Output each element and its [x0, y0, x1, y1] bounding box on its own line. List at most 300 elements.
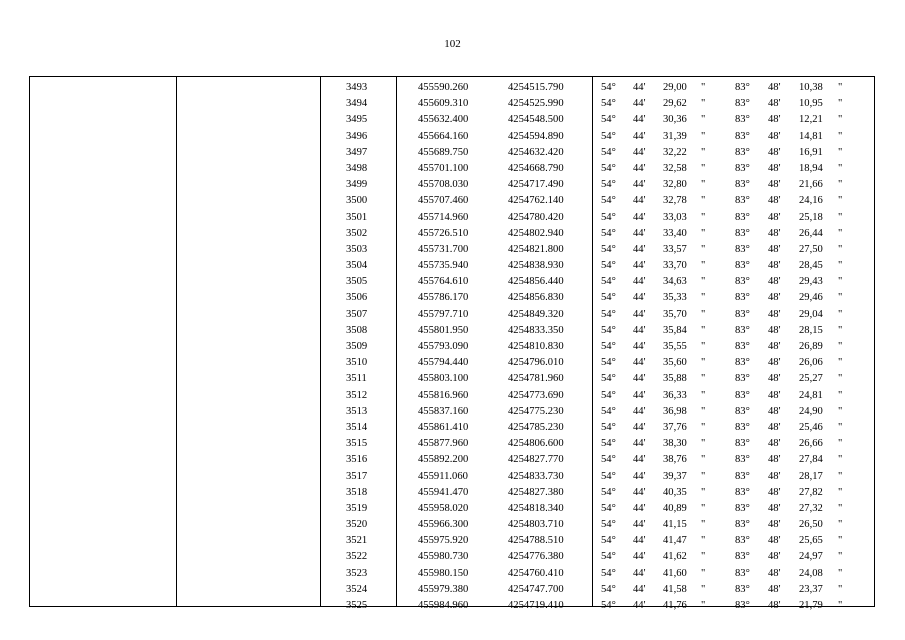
point-number: 3503 — [346, 243, 368, 255]
latitude-seconds-mark: " — [701, 486, 706, 498]
x-coordinate: 455664.160 — [418, 130, 469, 142]
latitude-minutes: 44' — [633, 146, 646, 158]
longitude-seconds: 26,44 — [799, 227, 823, 239]
longitude-seconds-mark: " — [838, 260, 843, 272]
point-number: 3502 — [346, 227, 368, 239]
x-coordinate: 455764.610 — [418, 276, 469, 288]
latitude-minutes: 44' — [633, 486, 646, 498]
longitude-seconds-mark: " — [838, 243, 843, 255]
y-coordinate: 4254806.600 — [508, 438, 564, 450]
latitude-minutes: 44' — [633, 98, 646, 110]
latitude-minutes: 44' — [633, 341, 646, 352]
x-coordinate: 455911.060 — [418, 470, 468, 482]
latitude-seconds: 30,36 — [663, 114, 687, 126]
latitude-degrees: 54° — [601, 324, 616, 336]
latitude-seconds: 33,70 — [663, 260, 687, 272]
latitude-seconds-mark: " — [701, 567, 706, 579]
latitude-degrees: 54° — [601, 438, 616, 450]
x-coordinate: 455794.440 — [418, 357, 469, 369]
longitude-minutes: 48' — [768, 260, 781, 272]
x-coordinate: 455984.960 — [418, 600, 469, 611]
longitude-seconds: 27,82 — [799, 486, 823, 498]
longitude-seconds-mark: " — [838, 502, 843, 514]
latitude-seconds-mark: " — [701, 470, 706, 482]
y-coordinate: 4254856.440 — [508, 276, 564, 288]
table-row — [30, 307, 874, 323]
latitude-degrees: 54° — [601, 583, 616, 595]
y-coordinate: 4254818.340 — [508, 502, 564, 514]
y-coordinate: 4254781.960 — [508, 373, 564, 385]
x-coordinate: 455701.100 — [418, 162, 469, 174]
longitude-seconds: 25,65 — [799, 535, 823, 547]
longitude-seconds-mark: " — [838, 227, 843, 239]
table-row — [30, 258, 874, 274]
point-number: 3509 — [346, 341, 368, 352]
latitude-seconds: 32,22 — [663, 146, 687, 158]
longitude-seconds-mark: " — [838, 454, 843, 466]
longitude-degrees: 83° — [735, 405, 750, 417]
latitude-degrees: 54° — [601, 243, 616, 255]
latitude-minutes: 44' — [633, 260, 646, 272]
longitude-seconds-mark: " — [838, 324, 843, 336]
latitude-seconds: 36,98 — [663, 405, 687, 417]
latitude-degrees: 54° — [601, 421, 616, 433]
longitude-seconds: 25,46 — [799, 421, 823, 433]
table-row — [30, 210, 874, 226]
latitude-degrees: 54° — [601, 179, 616, 191]
x-coordinate: 455714.960 — [418, 211, 469, 223]
x-coordinate: 455816.960 — [418, 389, 469, 401]
point-number: 3498 — [346, 162, 368, 174]
x-coordinate: 455877.960 — [418, 438, 469, 450]
latitude-minutes: 44' — [633, 114, 646, 126]
longitude-minutes: 48' — [768, 341, 781, 352]
y-coordinate: 4254780.420 — [508, 211, 564, 223]
x-coordinate: 455632.400 — [418, 114, 469, 126]
longitude-seconds: 28,45 — [799, 260, 823, 272]
y-coordinate: 4254849.320 — [508, 308, 564, 320]
longitude-seconds-mark: " — [838, 600, 843, 611]
x-coordinate: 455958.020 — [418, 502, 469, 514]
longitude-seconds-mark: " — [838, 82, 843, 93]
x-coordinate: 455708.030 — [418, 179, 469, 191]
latitude-degrees: 54° — [601, 389, 616, 401]
longitude-degrees: 83° — [735, 130, 750, 142]
longitude-seconds: 24,08 — [799, 567, 823, 579]
latitude-seconds: 34,63 — [663, 276, 687, 288]
longitude-degrees: 83° — [735, 243, 750, 255]
longitude-seconds: 26,50 — [799, 519, 823, 531]
latitude-seconds: 32,58 — [663, 162, 687, 174]
x-coordinate: 455726.510 — [418, 227, 469, 239]
longitude-seconds: 10,95 — [799, 98, 823, 110]
longitude-minutes: 48' — [768, 292, 781, 304]
latitude-seconds: 35,33 — [663, 292, 687, 304]
longitude-degrees: 83° — [735, 195, 750, 207]
latitude-minutes: 44' — [633, 179, 646, 191]
table-row — [30, 145, 874, 161]
longitude-minutes: 48' — [768, 146, 781, 158]
latitude-seconds-mark: " — [701, 405, 706, 417]
point-number: 3517 — [346, 470, 368, 482]
longitude-seconds-mark: " — [838, 567, 843, 579]
latitude-seconds-mark: " — [701, 535, 706, 547]
point-number: 3513 — [346, 405, 368, 417]
longitude-seconds-mark: " — [838, 195, 843, 207]
latitude-degrees: 54° — [601, 162, 616, 174]
latitude-seconds-mark: " — [701, 243, 706, 255]
latitude-minutes: 44' — [633, 519, 646, 531]
longitude-seconds-mark: " — [838, 146, 843, 158]
longitude-degrees: 83° — [735, 519, 750, 531]
x-coordinate: 455590.260 — [418, 82, 469, 93]
longitude-minutes: 48' — [768, 583, 781, 595]
latitude-seconds-mark: " — [701, 146, 706, 158]
longitude-seconds-mark: " — [838, 535, 843, 547]
longitude-minutes: 48' — [768, 600, 781, 611]
table-row — [30, 112, 874, 128]
latitude-seconds-mark: " — [701, 114, 706, 126]
latitude-degrees: 54° — [601, 98, 616, 110]
x-coordinate: 455837.160 — [418, 405, 469, 417]
y-coordinate: 4254827.380 — [508, 486, 564, 498]
latitude-degrees: 54° — [601, 502, 616, 514]
longitude-seconds: 18,94 — [799, 162, 823, 174]
longitude-seconds-mark: " — [838, 114, 843, 126]
longitude-minutes: 48' — [768, 114, 781, 126]
longitude-seconds: 10,38 — [799, 82, 823, 93]
latitude-seconds: 32,80 — [663, 179, 687, 191]
y-coordinate: 4254802.940 — [508, 227, 564, 239]
longitude-degrees: 83° — [735, 227, 750, 239]
longitude-minutes: 48' — [768, 162, 781, 174]
latitude-seconds: 33,03 — [663, 211, 687, 223]
latitude-minutes: 44' — [633, 373, 646, 385]
table-row — [30, 582, 874, 598]
latitude-seconds: 29,62 — [663, 98, 687, 110]
longitude-seconds-mark: " — [838, 470, 843, 482]
x-coordinate: 455797.710 — [418, 308, 469, 320]
latitude-minutes: 44' — [633, 195, 646, 207]
latitude-seconds: 36,33 — [663, 389, 687, 401]
table-body — [30, 80, 874, 614]
longitude-seconds: 24,16 — [799, 195, 823, 207]
longitude-seconds: 29,43 — [799, 276, 823, 288]
longitude-minutes: 48' — [768, 438, 781, 450]
latitude-degrees: 54° — [601, 82, 616, 93]
longitude-seconds-mark: " — [838, 98, 843, 110]
x-coordinate: 455609.310 — [418, 98, 469, 110]
longitude-degrees: 83° — [735, 470, 750, 482]
latitude-degrees: 54° — [601, 195, 616, 207]
longitude-degrees: 83° — [735, 389, 750, 401]
point-number: 3506 — [346, 292, 368, 304]
y-coordinate: 4254525.990 — [508, 98, 564, 110]
longitude-minutes: 48' — [768, 454, 781, 466]
latitude-degrees: 54° — [601, 308, 616, 320]
longitude-minutes: 48' — [768, 98, 781, 110]
latitude-seconds-mark: " — [701, 260, 706, 272]
latitude-minutes: 44' — [633, 82, 646, 93]
latitude-minutes: 44' — [633, 535, 646, 547]
point-number: 3507 — [346, 308, 368, 320]
longitude-minutes: 48' — [768, 276, 781, 288]
point-number: 3493 — [346, 82, 368, 93]
longitude-minutes: 48' — [768, 373, 781, 385]
point-number: 3497 — [346, 146, 368, 158]
latitude-degrees: 54° — [601, 519, 616, 531]
table-row — [30, 355, 874, 371]
latitude-seconds-mark: " — [701, 551, 706, 563]
table-row — [30, 161, 874, 177]
point-number: 3501 — [346, 211, 368, 223]
longitude-seconds-mark: " — [838, 276, 843, 288]
table-row — [30, 404, 874, 420]
point-number: 3515 — [346, 438, 368, 450]
latitude-seconds: 33,40 — [663, 227, 687, 239]
longitude-degrees: 83° — [735, 421, 750, 433]
latitude-degrees: 54° — [601, 454, 616, 466]
latitude-seconds: 35,88 — [663, 373, 687, 385]
y-coordinate: 4254827.770 — [508, 454, 564, 466]
latitude-minutes: 44' — [633, 389, 646, 401]
y-coordinate: 4254632.420 — [508, 146, 564, 158]
latitude-minutes: 44' — [633, 324, 646, 336]
y-coordinate: 4254668.790 — [508, 162, 564, 174]
y-coordinate: 4254856.830 — [508, 292, 564, 304]
longitude-seconds-mark: " — [838, 130, 843, 142]
point-number: 3500 — [346, 195, 368, 207]
longitude-seconds-mark: " — [838, 421, 843, 433]
x-coordinate: 455786.170 — [418, 292, 469, 304]
latitude-seconds: 41,60 — [663, 567, 687, 579]
latitude-seconds: 41,47 — [663, 535, 687, 547]
latitude-degrees: 54° — [601, 357, 616, 369]
longitude-degrees: 83° — [735, 551, 750, 563]
longitude-minutes: 48' — [768, 551, 781, 563]
point-number: 3494 — [346, 98, 368, 110]
table-row — [30, 323, 874, 339]
latitude-minutes: 44' — [633, 600, 646, 611]
longitude-seconds: 14,81 — [799, 130, 823, 142]
longitude-minutes: 48' — [768, 357, 781, 369]
point-number: 3511 — [346, 373, 367, 385]
latitude-minutes: 44' — [633, 292, 646, 304]
longitude-degrees: 83° — [735, 324, 750, 336]
longitude-seconds-mark: " — [838, 211, 843, 223]
longitude-seconds-mark: " — [838, 486, 843, 498]
longitude-seconds: 26,66 — [799, 438, 823, 450]
longitude-seconds: 29,04 — [799, 308, 823, 320]
longitude-minutes: 48' — [768, 211, 781, 223]
point-number: 3524 — [346, 583, 368, 595]
longitude-minutes: 48' — [768, 486, 781, 498]
latitude-seconds-mark: " — [701, 292, 706, 304]
latitude-degrees: 54° — [601, 600, 616, 611]
y-coordinate: 4254775.230 — [508, 405, 564, 417]
longitude-degrees: 83° — [735, 438, 750, 450]
longitude-degrees: 83° — [735, 567, 750, 579]
latitude-seconds: 29,00 — [663, 82, 687, 93]
latitude-seconds-mark: " — [701, 276, 706, 288]
longitude-seconds: 27,32 — [799, 502, 823, 514]
y-coordinate: 4254821.800 — [508, 243, 564, 255]
longitude-degrees: 83° — [735, 98, 750, 110]
latitude-seconds: 40,35 — [663, 486, 687, 498]
latitude-seconds: 40,89 — [663, 502, 687, 514]
longitude-seconds: 27,50 — [799, 243, 823, 255]
longitude-seconds: 21,66 — [799, 179, 823, 191]
x-coordinate: 455801.950 — [418, 324, 469, 336]
longitude-degrees: 83° — [735, 502, 750, 514]
longitude-seconds-mark: " — [838, 583, 843, 595]
point-number: 3496 — [346, 130, 368, 142]
longitude-seconds: 24,90 — [799, 405, 823, 417]
latitude-minutes: 44' — [633, 421, 646, 433]
point-number: 3512 — [346, 389, 368, 401]
latitude-seconds-mark: " — [701, 519, 706, 531]
longitude-degrees: 83° — [735, 583, 750, 595]
y-coordinate: 4254810.830 — [508, 341, 564, 352]
longitude-degrees: 83° — [735, 535, 750, 547]
latitude-seconds: 35,60 — [663, 357, 687, 369]
point-number: 3510 — [346, 357, 368, 369]
page-number: 102 — [444, 38, 461, 50]
x-coordinate: 455966.300 — [418, 519, 469, 531]
longitude-minutes: 48' — [768, 243, 781, 255]
longitude-seconds-mark: " — [838, 292, 843, 304]
point-number: 3521 — [346, 535, 368, 547]
longitude-minutes: 48' — [768, 195, 781, 207]
point-number: 3523 — [346, 567, 368, 579]
y-coordinate: 4254762.140 — [508, 195, 564, 207]
latitude-seconds: 41,76 — [663, 600, 687, 611]
point-number: 3518 — [346, 486, 368, 498]
y-coordinate: 4254594.890 — [508, 130, 564, 142]
longitude-minutes: 48' — [768, 389, 781, 401]
latitude-degrees: 54° — [601, 486, 616, 498]
latitude-seconds-mark: " — [701, 502, 706, 514]
x-coordinate: 455689.750 — [418, 146, 469, 158]
latitude-degrees: 54° — [601, 535, 616, 547]
longitude-degrees: 83° — [735, 486, 750, 498]
y-coordinate: 4254717.490 — [508, 179, 564, 191]
point-number: 3495 — [346, 114, 368, 126]
latitude-minutes: 44' — [633, 567, 646, 579]
x-coordinate: 455892.200 — [418, 454, 469, 466]
longitude-seconds-mark: " — [838, 389, 843, 401]
longitude-degrees: 83° — [735, 179, 750, 191]
latitude-seconds: 37,76 — [663, 421, 687, 433]
longitude-seconds: 27,84 — [799, 454, 823, 466]
y-coordinate: 4254803.710 — [508, 519, 564, 531]
y-coordinate: 4254785.230 — [508, 421, 564, 433]
latitude-minutes: 44' — [633, 308, 646, 320]
latitude-seconds-mark: " — [701, 162, 706, 174]
longitude-seconds-mark: " — [838, 179, 843, 191]
latitude-degrees: 54° — [601, 114, 616, 126]
latitude-seconds: 35,84 — [663, 324, 687, 336]
latitude-seconds-mark: " — [701, 308, 706, 320]
latitude-seconds-mark: " — [701, 341, 706, 352]
latitude-minutes: 44' — [633, 243, 646, 255]
latitude-seconds-mark: " — [701, 179, 706, 191]
y-coordinate: 4254760.410 — [508, 567, 564, 579]
y-coordinate: 4254838.930 — [508, 260, 564, 272]
longitude-degrees: 83° — [735, 276, 750, 288]
longitude-seconds: 25,27 — [799, 373, 823, 385]
longitude-minutes: 48' — [768, 519, 781, 531]
latitude-seconds-mark: " — [701, 211, 706, 223]
latitude-seconds-mark: " — [701, 98, 706, 110]
table-row — [30, 80, 874, 96]
point-number: 3504 — [346, 260, 368, 272]
latitude-degrees: 54° — [601, 551, 616, 563]
table-row — [30, 469, 874, 485]
latitude-minutes: 44' — [633, 227, 646, 239]
table-row — [30, 566, 874, 582]
y-coordinate: 4254776.380 — [508, 551, 564, 563]
longitude-minutes: 48' — [768, 130, 781, 142]
latitude-seconds-mark: " — [701, 438, 706, 450]
y-coordinate: 4254833.730 — [508, 470, 564, 482]
longitude-seconds-mark: " — [838, 341, 843, 352]
latitude-minutes: 44' — [633, 551, 646, 563]
y-coordinate: 4254833.350 — [508, 324, 564, 336]
longitude-degrees: 83° — [735, 357, 750, 369]
table-row — [30, 274, 874, 290]
x-coordinate: 455861.410 — [418, 421, 469, 433]
table-row — [30, 242, 874, 258]
latitude-minutes: 44' — [633, 454, 646, 466]
longitude-minutes: 48' — [768, 502, 781, 514]
longitude-seconds: 21,79 — [799, 600, 823, 611]
latitude-minutes: 44' — [633, 130, 646, 142]
table-row — [30, 177, 874, 193]
table-row — [30, 226, 874, 242]
y-coordinate: 4254773.690 — [508, 389, 564, 401]
latitude-degrees: 54° — [601, 470, 616, 482]
table-row — [30, 388, 874, 404]
latitude-seconds-mark: " — [701, 421, 706, 433]
longitude-degrees: 83° — [735, 114, 750, 126]
table-row — [30, 598, 874, 614]
longitude-degrees: 83° — [735, 308, 750, 320]
longitude-seconds-mark: " — [838, 438, 843, 450]
longitude-seconds: 29,46 — [799, 292, 823, 304]
y-coordinate: 4254796.010 — [508, 357, 564, 369]
latitude-degrees: 54° — [601, 211, 616, 223]
latitude-degrees: 54° — [601, 292, 616, 304]
latitude-seconds-mark: " — [701, 195, 706, 207]
latitude-seconds: 41,62 — [663, 551, 687, 563]
longitude-degrees: 83° — [735, 82, 750, 93]
longitude-minutes: 48' — [768, 567, 781, 579]
latitude-seconds: 38,76 — [663, 454, 687, 466]
longitude-degrees: 83° — [735, 162, 750, 174]
latitude-seconds-mark: " — [701, 583, 706, 595]
longitude-degrees: 83° — [735, 373, 750, 385]
point-number: 3514 — [346, 421, 368, 433]
longitude-seconds: 24,81 — [799, 389, 823, 401]
x-coordinate: 455707.460 — [418, 195, 469, 207]
latitude-seconds: 32,78 — [663, 195, 687, 207]
latitude-degrees: 54° — [601, 260, 616, 272]
longitude-seconds: 24,97 — [799, 551, 823, 563]
y-coordinate: 4254515.790 — [508, 82, 564, 93]
table-row — [30, 517, 874, 533]
latitude-degrees: 54° — [601, 146, 616, 158]
